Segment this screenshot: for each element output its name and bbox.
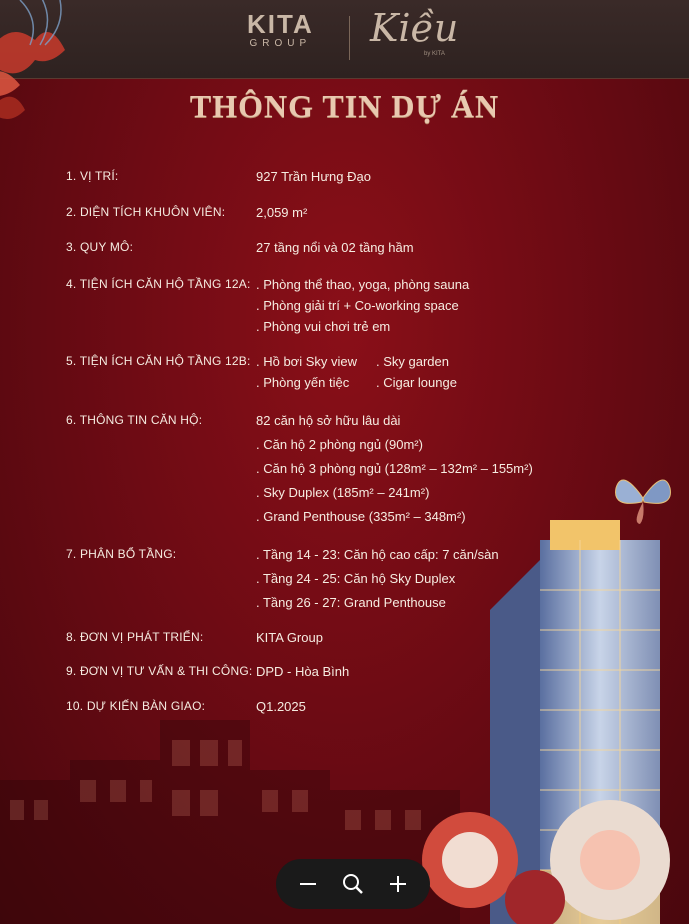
value-line: . Sky Duplex (185m² – 241m²) [256, 485, 430, 500]
logo-divider [349, 16, 350, 60]
butterfly-icon [612, 468, 674, 526]
row-value [256, 630, 323, 651]
row-label: 9. ĐƠN VỊ TƯ VẤN & THI CÔNG: [66, 664, 253, 678]
value-line: . Căn hộ 2 phòng ngủ (90m²) [256, 437, 423, 452]
row-label: 1. VỊ TRÍ: [66, 169, 119, 183]
row-label: 4. TIỆN ÍCH CĂN HỘ TẦNG 12A: [66, 277, 251, 291]
value-line: . Tầng 14 - 23: Căn hộ cao cấp: 7 căn/sàn [256, 547, 499, 562]
value-line: . Tầng 24 - 25: Căn hộ Sky Duplex [256, 571, 456, 586]
value-line: 927 Trần Hưng Đạo [256, 169, 371, 184]
row-label: 10. DỰ KIẾN BÀN GIAO: [66, 699, 206, 713]
value-line: DPD - Hòa Bình [256, 664, 350, 679]
value-line: . Phòng thể thao, yoga, phòng sauna [256, 277, 470, 292]
value-line: . Grand Penthouse (335m² – 348m²) [256, 509, 466, 524]
kieu-logo-subtext: by KITA [424, 51, 445, 57]
value-line: . Phòng vui chơi trẻ em [256, 319, 391, 334]
zoom-toolbar [276, 859, 430, 909]
row-value [256, 240, 414, 261]
row-value [256, 169, 371, 190]
value-column-1 [256, 354, 376, 390]
kita-logo-text: KITA [247, 9, 314, 39]
value-line: . Phòng yến tiệc [256, 375, 350, 390]
minus-icon [298, 874, 318, 894]
row-value [256, 354, 457, 390]
page-title: THÔNG TIN DỰ ÁN [189, 88, 500, 124]
magnifier-icon [342, 873, 364, 895]
row-label: 5. TIỆN ÍCH CĂN HỘ TẦNG 12B: [66, 354, 251, 368]
row-label: 2. DIỆN TÍCH KHUÔN VIÊN: [66, 205, 226, 219]
flower-decoration-icon [410, 790, 689, 924]
row-label: 7. PHÂN BỔ TẦNG: [66, 547, 177, 561]
value-line: 82 căn hộ sở hữu lâu dài [256, 413, 401, 428]
row-label: 8. ĐƠN VỊ PHÁT TRIỂN: [66, 630, 204, 644]
value-line: Q1.2025 [256, 699, 306, 714]
value-line: . Tầng 26 - 27: Grand Penthouse [256, 595, 446, 610]
value-line: . Hồ bơi Sky view [256, 354, 357, 369]
row-value [256, 205, 307, 226]
row-value [256, 664, 349, 685]
kieu-logo-text: Kiều [370, 6, 459, 50]
plus-icon [388, 874, 408, 894]
row-label: 3. QUY MÔ: [66, 240, 134, 254]
group-logo-text: GROUP [249, 38, 312, 49]
row-value [256, 277, 469, 340]
value-line: . Sky garden [376, 354, 449, 369]
value-line: 27 tầng nổi và 02 tầng hầm [256, 240, 414, 255]
zoom-out-button[interactable] [291, 867, 325, 901]
zoom-button[interactable] [336, 867, 370, 901]
value-column-2 [376, 354, 457, 390]
value-line: 2,059 m² [256, 205, 308, 220]
row-label: 6. THÔNG TIN CĂN HỘ: [66, 413, 203, 427]
row-value [256, 547, 499, 619]
value-line: KITA Group [256, 630, 323, 645]
kita-group-logo [247, 10, 314, 50]
zoom-in-button[interactable] [381, 867, 415, 901]
value-line: . Căn hộ 3 phòng ngủ (128m² – 132m² – 155m²) [256, 461, 533, 476]
value-line: . Cigar lounge [376, 375, 457, 390]
value-line: . Phòng giải trí + Co-working space [256, 298, 459, 313]
